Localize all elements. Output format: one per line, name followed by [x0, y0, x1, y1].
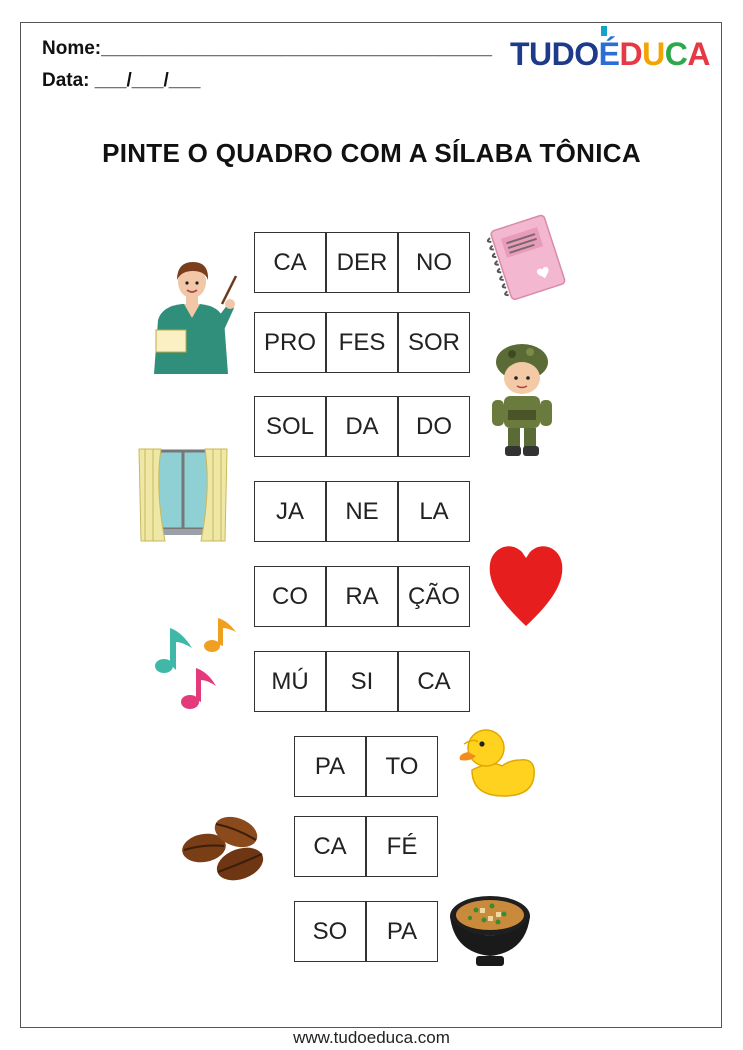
music-notes-picture	[150, 614, 240, 714]
syllable-box[interactable]: CA	[254, 232, 326, 293]
syllable-box[interactable]: PRO	[254, 312, 326, 373]
syllable-box[interactable]: PA	[294, 736, 366, 797]
name-field	[42, 38, 492, 60]
syllable-box[interactable]: NE	[326, 481, 398, 542]
book-top-icon	[601, 26, 607, 36]
duck-picture	[458, 724, 538, 800]
heart-picture	[486, 538, 566, 628]
footer-url[interactable]: www.tudoeduca.com	[293, 1028, 450, 1047]
book-icon	[599, 36, 620, 73]
logo-letter-d: D	[619, 35, 643, 72]
teacher-picture	[140, 258, 240, 374]
syllable-box[interactable]: TO	[366, 736, 438, 797]
syllable-box[interactable]: PA	[366, 901, 438, 962]
syllable-box[interactable]: CA	[294, 816, 366, 877]
syllable-box[interactable]: DO	[398, 396, 470, 457]
name-line[interactable]: _____________________________________	[101, 38, 493, 59]
syllable-box[interactable]: DER	[326, 232, 398, 293]
page-title: PINTE O QUADRO COM A SÍLABA TÔNICA	[102, 138, 641, 168]
syllable-box[interactable]: MÚ	[254, 651, 326, 712]
logo-letter-e: É	[598, 35, 620, 72]
syllable-box[interactable]: FÉ	[366, 816, 438, 877]
coffee-beans-picture	[180, 810, 272, 886]
syllable-box[interactable]: DA	[326, 396, 398, 457]
date-field	[42, 70, 200, 92]
window-picture	[137, 447, 229, 543]
syllable-box[interactable]: SI	[326, 651, 398, 712]
soup-picture	[446, 888, 534, 970]
logo-tudo: TUDO	[510, 35, 599, 72]
soldier-picture	[486, 340, 558, 460]
syllable-box[interactable]: JA	[254, 481, 326, 542]
notebook-picture	[482, 212, 570, 304]
syllable-box[interactable]: LA	[398, 481, 470, 542]
syllable-box[interactable]: FES	[326, 312, 398, 373]
syllable-box[interactable]: RA	[326, 566, 398, 627]
logo-letter-a: A	[687, 35, 710, 72]
syllable-box[interactable]: CO	[254, 566, 326, 627]
tudoeduca-logo	[510, 30, 710, 78]
syllable-box[interactable]: CA	[398, 651, 470, 712]
logo-letter-c: C	[664, 35, 688, 72]
syllable-box[interactable]: SOR	[398, 312, 470, 373]
date-line[interactable]: ___/___/___	[94, 70, 201, 91]
syllable-box[interactable]: SO	[294, 901, 366, 962]
logo-letter-u: U	[642, 35, 665, 72]
syllable-box[interactable]: NO	[398, 232, 470, 293]
syllable-box[interactable]: SOL	[254, 396, 326, 457]
name-label: Nome:	[42, 38, 102, 59]
syllable-box[interactable]: ÇÃO	[398, 566, 470, 627]
date-label: Data:	[42, 70, 90, 91]
